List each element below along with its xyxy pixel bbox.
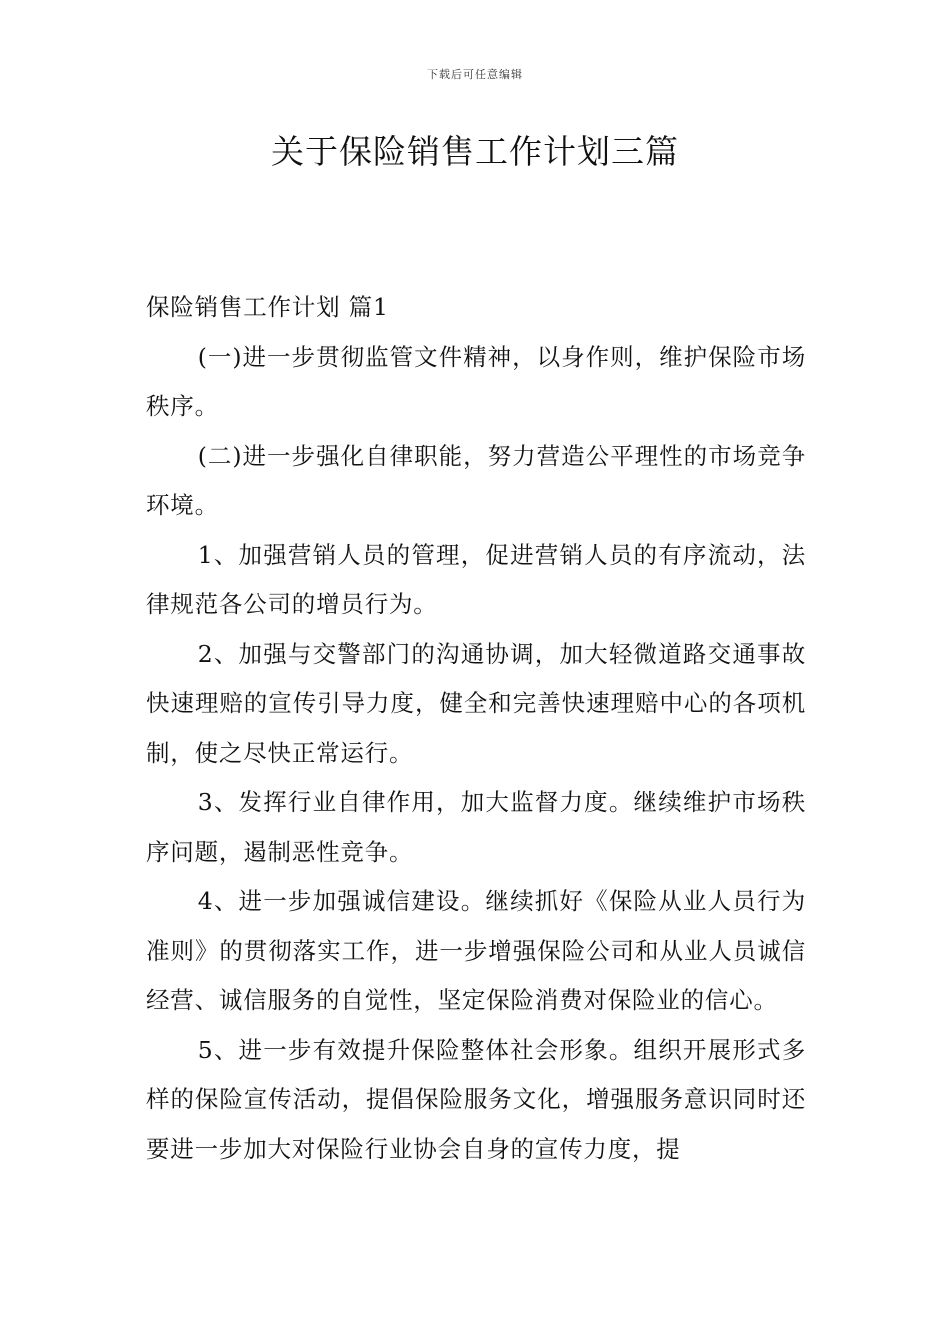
paragraph-3: 1、加强营销人员的管理，促进营销人员的有序流动，法律规范各公司的增员行为。: [146, 540, 806, 618]
paragraph-2: (二)进一步强化自律职能，努力营造公平理性的市场竞争环境。: [146, 441, 806, 519]
paragraph-6: 4、进一步加强诚信建设。继续抓好《保险从业人员行为准则》的贯彻落实工作，进一步增强保险公司和从业人员诚信经营、诚信服务的自觉性，坚定保险消费对保险业的信心。: [146, 887, 806, 1014]
paragraph-4: 2、加强与交警部门的沟通协调，加大轻微道路交通事故快速理赔的宣传引导力度，健全和完善快速理赔中心的各项机制，使之尽快正常运行。: [146, 639, 806, 767]
section-heading: 保险销售工作计划 篇1: [146, 293, 389, 321]
paragraph-7: 5、进一步有效提升保险整体社会形象。组织开展形式多样的保险宣传活动，提倡保险服务文化，增强服务意识同时还要进一步加大对保险行业协会自身的宣传力度，提: [146, 1035, 806, 1163]
paragraph-1: (一)进一步贯彻监管文件精神，以身作则，维护保险市场秩序。: [146, 342, 806, 420]
document-title: 关于保险销售工作计划三篇: [271, 132, 679, 171]
document-body: [146, 283, 806, 1174]
header-note: 下载后可任意编辑: [427, 68, 523, 81]
paragraph-5: 3、发挥行业自律作用，加大监督力度。继续维护市场秩序问题，遏制恶性竞争。: [146, 788, 806, 866]
